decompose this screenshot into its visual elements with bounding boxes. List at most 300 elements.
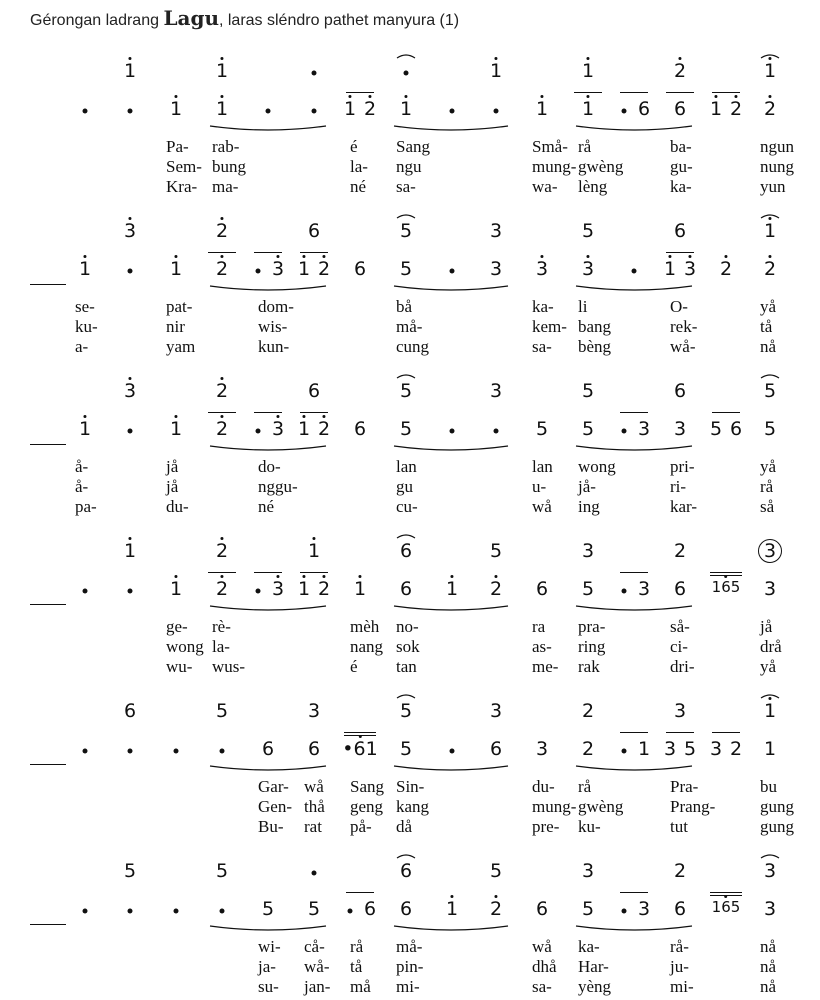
lyric-syllable: nå [760,337,777,356]
lyric-syllable: då [396,817,413,836]
note-5: 5 [581,418,595,440]
high-octave-dot [175,255,178,258]
carry-line [30,764,66,765]
high-octave-dot [303,415,306,418]
note-1: 1 [298,420,310,439]
lyric-syllable: Små- [532,137,568,156]
note-5: 5 [399,380,413,402]
note-1: 1 [124,62,136,81]
slur-arc [210,766,326,770]
subdivision-beam [710,892,742,893]
note-5: 5 [683,738,697,760]
high-octave-dot [769,255,772,258]
lyric-syllable: wong [166,637,204,656]
note-3: 3 [272,260,284,279]
lyric-syllable: ju- [670,957,689,976]
rest-dot [622,749,627,754]
rest-dot [83,749,88,754]
slur-arc [394,286,508,290]
note-6: 6 [363,898,377,920]
lyric-syllable: gwèng [578,157,624,176]
note-1: 1 [308,542,320,561]
note-1: 1 [170,100,182,119]
lyric-syllable: å- [75,477,89,496]
subdivision-beam [344,732,376,733]
note-2: 2 [216,260,228,279]
high-octave-dot [323,255,326,258]
high-octave-dot [495,575,498,578]
note-3: 3 [673,700,687,722]
note-2: 2 [490,580,502,599]
rest-dot [266,109,271,114]
slur-arc [576,126,692,130]
note-5: 5 [489,540,503,562]
note-5: 5 [581,380,595,402]
slur-arc [394,766,508,770]
lyric-syllable: lèng [578,177,608,196]
high-octave-dot [221,57,224,60]
high-octave-dot [451,895,454,898]
note-2: 2 [581,738,595,760]
note-5: 5 [261,898,275,920]
lyric-syllable: wå [532,497,552,516]
lyric-syllable: u- [532,477,547,496]
note-1: 1 [170,260,182,279]
lyric-syllable: gu- [670,157,693,176]
rest-dot [632,269,637,274]
note-1: 1 [170,420,182,439]
note-3: 3 [581,540,595,562]
lyric-syllable: på- [350,817,372,836]
lyric-syllable: kang [396,797,430,816]
lyric-syllable: ma- [212,177,239,196]
lyric-syllable: du- [166,497,189,516]
lyric-syllable: ri- [670,477,687,496]
note-6: 6 [673,578,687,600]
slur-arc [210,606,326,610]
slur-arc [397,215,415,218]
lyric-syllable: jå- [578,477,596,496]
lyric-syllable: jå [760,617,773,636]
note-6: 6 [673,98,687,120]
lyric-syllable: nir [166,317,185,336]
lyric-syllable: as- [532,637,552,656]
lyric-syllable: drå [760,637,782,656]
high-octave-dot [587,57,590,60]
lyric-syllable: ka- [670,177,692,196]
lyric-syllable: sa- [396,177,416,196]
note-1: 1 [764,702,776,721]
note-6: 6 [673,898,687,920]
note-165: 165 [712,580,741,595]
high-octave-dot [221,415,224,418]
note-1: 1 [582,62,594,81]
lyric-syllable: gung [760,797,794,816]
slur-arc [210,286,326,290]
lyric-syllable: mung- [532,797,577,816]
note-1: 1 [216,62,228,81]
subdivision-beam-2 [710,895,742,896]
lyric-syllable: kun- [258,337,290,356]
high-octave-dot [175,95,178,98]
note-3: 3 [763,898,777,920]
note-1: 1 [710,100,722,119]
lyric-syllable: pa- [75,497,97,516]
lyric-syllable: pin- [396,957,424,976]
lyric-syllable: så [760,497,775,516]
subdivision-beam [254,412,282,413]
note-5: 5 [763,418,777,440]
lyric-syllable: Sem- [166,157,202,176]
lyric-syllable: wå [532,937,552,956]
subdivision-beam [300,572,328,573]
note-2: 2 [318,580,330,599]
subdivision-beam [712,732,740,733]
lyric-syllable: kem- [532,317,567,336]
subdivision-beam [666,252,694,253]
lyric-syllable: cung [396,337,430,356]
lyric-syllable: wong [578,457,616,476]
subdivision-beam [346,892,374,893]
rest-dot [450,429,455,434]
rest-dot [622,589,627,594]
note-5: 5 [581,220,595,242]
slur-arc [210,446,326,450]
high-octave-dot [587,95,590,98]
note-6: 6 [637,98,651,120]
high-octave-dot [349,95,352,98]
lyric-syllable: nå [760,957,777,976]
note-5: 5 [307,898,321,920]
lyric-syllable: ra [532,617,546,636]
subdivision-beam [620,732,648,733]
note-3: 3 [124,222,136,241]
note-6: 6 [261,738,275,760]
high-octave-dot [175,415,178,418]
lyric-syllable: wu- [166,657,193,676]
slur-arc [397,375,415,378]
high-octave-dot [769,217,772,220]
lyric-syllable: gwèng [578,797,624,816]
carry-line [30,444,66,445]
note-3: 3 [489,258,503,280]
lyric-syllable: sok [396,637,420,656]
lyric-syllable: rå [578,137,592,156]
rest-dot [312,871,317,876]
note-3: 3 [272,580,284,599]
lyric-syllable: bèng [578,337,612,356]
rest-dot [174,909,179,914]
rest-dot [312,71,317,76]
note-•61: •61 [342,740,377,759]
note-1: 1 [79,420,91,439]
high-octave-dot [689,255,692,258]
lyric-syllable: pri- [670,457,695,476]
note-1: 1 [354,580,366,599]
lyric-syllable: dhå [532,957,557,976]
high-octave-dot [277,575,280,578]
slur-arc [394,126,508,130]
lyric-syllable: bu [760,777,777,796]
note-3: 3 [535,738,549,760]
subdivision-beam [574,92,602,93]
subdivision-beam [208,412,236,413]
lyric-syllable: Sang [396,137,430,156]
slur-arc [397,535,415,538]
lyric-syllable: la- [350,157,368,176]
note-3: 3 [124,382,136,401]
subdivision-beam [712,412,740,413]
subdivision-beam [620,572,648,573]
slur-arc [210,926,326,930]
lyric-syllable: Sin- [396,777,425,796]
lyric-syllable: wi- [258,937,281,956]
high-octave-dot [277,415,280,418]
note-1: 1 [764,62,776,81]
high-octave-dot [769,95,772,98]
subdivision-beam [620,892,648,893]
lyric-syllable: Gar- [258,777,289,796]
slur-arc [394,926,508,930]
lyric-syllable: né [350,177,367,196]
note-5: 5 [215,700,229,722]
note-3: 3 [489,380,503,402]
lyric-syllable: ngun [760,137,794,156]
lyric-syllable: Prang- [670,797,716,816]
rest-dot [220,749,225,754]
note-1: 1 [582,100,594,119]
note-1: 1 [536,100,548,119]
carry-line [30,604,66,605]
subdivision-beam [346,92,374,93]
note-2: 2 [216,580,228,599]
high-octave-dot [715,95,718,98]
note-3: 3 [637,898,651,920]
carry-line [30,924,66,925]
gong-circle [758,539,782,563]
lyric-syllable: yam [166,337,196,356]
lyric-syllable: é [350,137,358,156]
lyric-syllable: gung [760,817,794,836]
high-octave-dot [359,575,362,578]
note-3: 3 [637,578,651,600]
lyric-syllable: me- [532,657,559,676]
note-3: 3 [684,260,696,279]
high-octave-dot [303,575,306,578]
note-3: 3 [763,860,777,882]
high-octave-dot [541,95,544,98]
lyric-syllable: Kra- [166,177,198,196]
high-octave-dot [221,537,224,540]
rest-dot [128,589,133,594]
lyric-syllable: mèh [350,617,380,636]
note-6: 6 [673,380,687,402]
subdivision-beam [300,412,328,413]
lyric-syllable: rå- [670,937,689,956]
lyric-syllable: ring [578,637,606,656]
note-2: 2 [318,420,330,439]
title-suffix: , laras sléndro pathet manyura (1) [218,12,460,29]
slur-arc [394,446,508,450]
rest-dot [312,109,317,114]
note-6: 6 [489,738,503,760]
subdivision-beam [254,572,282,573]
rest-dot [622,909,627,914]
high-octave-dot [725,255,728,258]
slur-arc [761,855,779,858]
note-5: 5 [399,700,413,722]
high-octave-dot [84,255,87,258]
rest-dot [622,429,627,434]
note-5: 5 [399,738,413,760]
note-3: 3 [709,738,723,760]
lyric-syllable: wis- [258,317,288,336]
note-1: 1 [124,542,136,561]
high-octave-dot [175,575,178,578]
lyric-syllable: du- [532,777,555,796]
lyric-syllable: tå [350,957,363,976]
lyric-syllable: nå [760,977,777,996]
note-6: 6 [399,860,413,882]
high-octave-dot [451,575,454,578]
slur-arc [397,695,415,698]
title-prefix: Gérongan ladrang [30,12,164,29]
lyric-syllable: pre- [532,817,560,836]
slur-arc [394,606,508,610]
high-octave-dot [369,95,372,98]
high-octave-dot [769,57,772,60]
note-2: 2 [364,100,376,119]
note-5: 5 [581,578,595,600]
lyric-syllable: yun [760,177,786,196]
lyric-syllable: ba- [670,137,692,156]
lyric-syllable: rak [578,657,600,676]
note-3: 3 [637,418,651,440]
high-octave-dot [221,95,224,98]
note-1: 1 [763,738,777,760]
high-octave-dot [221,255,224,258]
rest-dot [256,429,261,434]
note-2: 2 [216,542,228,561]
note-3: 3 [489,220,503,242]
lyric-syllable: rå [760,477,774,496]
lyric-syllable: dom- [258,297,294,316]
note-6: 6 [535,578,549,600]
rest-dot [128,109,133,114]
rest-dot [174,749,179,754]
lyric-syllable: wå [304,777,324,796]
high-octave-dot [405,95,408,98]
note-6: 6 [307,220,321,242]
lyric-syllable: gu [396,477,413,496]
slur-arc [576,286,692,290]
slur-arc [576,926,692,930]
subdivision-beam-2 [344,735,376,736]
note-5: 5 [581,898,595,920]
lyric-syllable: no- [396,617,419,636]
rest-dot [128,269,133,274]
rest-dot [450,109,455,114]
note-6: 6 [399,898,413,920]
subdivision-beam-2 [710,575,742,576]
lyric-syllable: så- [670,617,690,636]
slur-arc [761,375,779,378]
lyric-syllable: wå- [304,957,330,976]
lyric-syllable: la- [212,637,230,656]
note-5: 5 [399,220,413,242]
lyric-syllable: li [578,297,588,316]
note-6: 6 [535,898,549,920]
high-octave-dot [129,537,132,540]
note-6: 6 [673,220,687,242]
rest-dot [220,909,225,914]
lyric-syllable: lan [532,457,553,476]
note-5: 5 [709,418,723,440]
subdivision-beam [300,252,328,253]
note-3: 3 [663,738,677,760]
lyric-syllable: ka- [578,937,600,956]
high-octave-dot [323,575,326,578]
lyric-syllable: rek- [670,317,698,336]
lyric-syllable: lan [396,457,417,476]
title-bold: Lagu [163,6,219,30]
lyric-syllable: Pra- [670,777,699,796]
note-1: 1 [79,260,91,279]
slur-arc [576,766,692,770]
subdivision-beam [208,252,236,253]
lyric-syllable: né [258,497,275,516]
note-2: 2 [216,382,228,401]
note-5: 5 [535,418,549,440]
lyric-syllable: nang [350,637,384,656]
lyric-syllable: geng [350,797,384,816]
subdivision-beam [254,252,282,253]
rest-dot [83,589,88,594]
subdivision-beam [208,572,236,573]
lyric-syllable: a- [75,337,89,356]
lyric-syllable: rè- [212,617,231,636]
high-octave-dot [495,57,498,60]
subdivision-beam [620,412,648,413]
high-octave-dot [769,697,772,700]
note-3: 3 [582,260,594,279]
note-6: 6 [729,418,743,440]
high-octave-dot [541,255,544,258]
rest-dot [256,589,261,594]
lyric-syllable: Har- [578,957,609,976]
note-2: 2 [674,62,686,81]
note-2: 2 [764,100,776,119]
slur-arc [397,55,415,58]
lyric-syllable: må- [396,317,423,336]
lyric-syllable: sa- [532,337,552,356]
page-title [30,6,459,30]
lyric-syllable: må- [396,937,423,956]
slur-arc [576,606,692,610]
lyric-syllable: nggu- [258,477,298,496]
note-6: 6 [353,258,367,280]
note-2: 2 [581,700,595,722]
high-octave-dot [221,575,224,578]
note-5: 5 [399,258,413,280]
lyric-syllable: å- [75,457,89,476]
lyric-syllable: ka- [532,297,554,316]
lyric-syllable: bang [578,317,612,336]
lyric-syllable: wå- [670,337,696,356]
lyric-syllable: jå [166,457,179,476]
lyric-syllable: jå [166,477,179,496]
note-2: 2 [730,100,742,119]
